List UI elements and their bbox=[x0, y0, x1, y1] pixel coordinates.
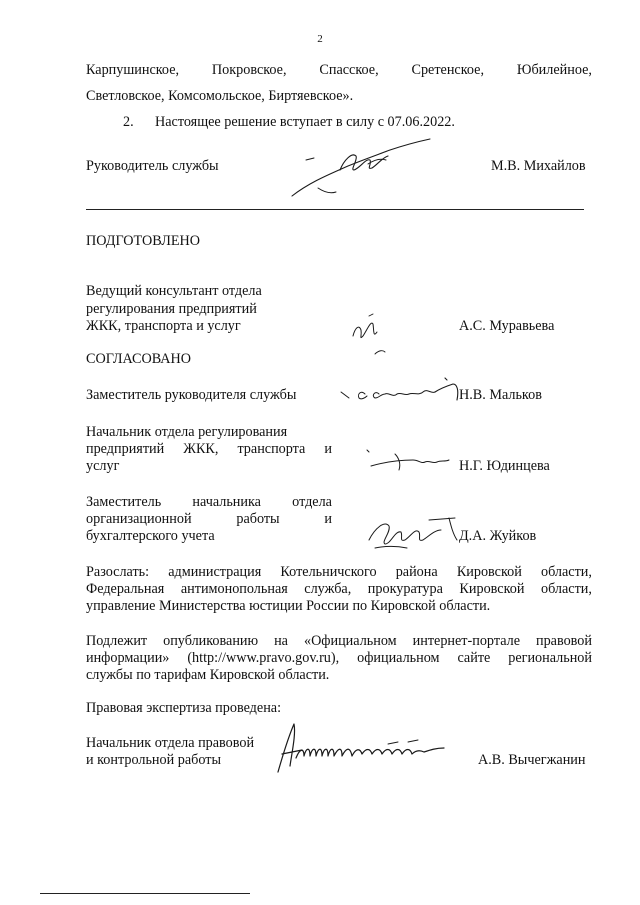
publication-line: службы по тарифам Кировской области. bbox=[86, 667, 330, 683]
distribution-line-justified bbox=[86, 580, 592, 598]
distribution-line-justified bbox=[86, 563, 592, 581]
expertise-text: Правовая экспертиза проведена: bbox=[86, 700, 282, 716]
agreed-signature-mark-2 bbox=[365, 444, 455, 478]
word: прокуратура bbox=[367, 581, 443, 597]
head-position: Руководитель службы bbox=[86, 158, 219, 174]
distribution-line: управление Министерства юстиции России по Кировской области. bbox=[86, 598, 491, 614]
word: ЖКК, bbox=[183, 441, 219, 457]
legal-signature-mark bbox=[268, 718, 458, 778]
agreed-position-line-justified bbox=[86, 510, 332, 528]
word: правовой bbox=[535, 633, 592, 649]
agreed-signature-mark-1 bbox=[335, 370, 465, 410]
word: сайте bbox=[457, 650, 491, 666]
prepared-heading: ПОДГОТОВЛЕНО bbox=[86, 233, 200, 249]
agreed-heading: СОГЛАСОВАНО bbox=[86, 351, 192, 367]
settlement-name: Сретенское, bbox=[411, 62, 485, 78]
list-continuation-line-2: Светловское, Комсомольское, Биртяевское». bbox=[86, 88, 354, 104]
head-name: М.В. Михайлов bbox=[491, 158, 586, 174]
word: области, bbox=[540, 564, 592, 580]
legal-name: А.В. Вычегжанин bbox=[478, 752, 586, 768]
word: антимонопольная bbox=[180, 581, 288, 597]
word: предприятий bbox=[86, 441, 165, 457]
agreed-signature-mark-3 bbox=[345, 508, 475, 554]
word: Подлежит bbox=[86, 633, 148, 649]
word: области, bbox=[540, 581, 592, 597]
word: служба, bbox=[304, 581, 352, 597]
settlement-name: Юбилейное, bbox=[516, 62, 592, 78]
page-number: 2 bbox=[317, 33, 323, 45]
word: и bbox=[324, 441, 332, 457]
agreed-position-line-justified bbox=[86, 440, 332, 458]
agreed-position-line: услуг bbox=[86, 458, 120, 474]
word: района bbox=[395, 564, 438, 580]
prepared-signature-mark bbox=[345, 306, 405, 366]
settlement-name: Покровское, bbox=[211, 62, 287, 78]
word: официальном bbox=[357, 650, 440, 666]
word: Котельничского bbox=[280, 564, 377, 580]
prepared-position-line: ЖКК, транспорта и услуг bbox=[86, 318, 241, 334]
settlement-name: Спасское, bbox=[319, 62, 379, 78]
section-divider bbox=[86, 209, 584, 210]
prepared-name: А.С. Муравьева bbox=[459, 318, 555, 334]
word: и bbox=[324, 511, 332, 527]
word: интернет-портале bbox=[412, 633, 520, 649]
word: «Официальном bbox=[303, 633, 397, 649]
word: администрация bbox=[168, 564, 262, 580]
agreed-signer-name: Н.В. Мальков bbox=[459, 387, 542, 403]
word: на bbox=[274, 633, 288, 649]
list-continuation-line-1 bbox=[86, 61, 592, 79]
word: организационной bbox=[86, 511, 192, 527]
word: Кировской bbox=[459, 581, 525, 597]
word: (http://www.pravo.gov.ru), bbox=[187, 650, 340, 666]
footer-rule bbox=[40, 893, 250, 894]
head-signature-mark bbox=[270, 130, 450, 210]
publication-line-justified bbox=[86, 632, 592, 650]
publication-line-justified bbox=[86, 649, 592, 667]
prepared-position-line: регулирования предприятий bbox=[86, 301, 257, 317]
prepared-position-line: Ведущий консультант отдела bbox=[86, 283, 262, 299]
item-2-text: Настоящее решение вступает в силу с 07.06.2022. bbox=[155, 114, 455, 130]
item-2-number: 2. bbox=[123, 114, 134, 130]
agreed-position-line: Начальник отдела регулирования bbox=[86, 424, 288, 440]
word: транспорта bbox=[237, 441, 306, 457]
word: Кировской bbox=[456, 564, 522, 580]
agreed-signer-name: Н.Г. Юдинцева bbox=[459, 458, 550, 474]
agreed-position-line: бухгалтерского учета bbox=[86, 528, 215, 544]
word: работы bbox=[236, 511, 280, 527]
word: региональной bbox=[508, 650, 592, 666]
word: Заместитель bbox=[86, 494, 162, 510]
word: информации» bbox=[86, 650, 170, 666]
word: Федеральная bbox=[86, 581, 165, 597]
word: отдела bbox=[292, 494, 332, 510]
word: Разослать: bbox=[86, 564, 150, 580]
settlement-name: Карпушинское, bbox=[86, 62, 180, 78]
word: опубликованию bbox=[163, 633, 259, 649]
agreed-position-line-justified bbox=[86, 493, 332, 511]
legal-position-line: и контрольной работы bbox=[86, 752, 221, 768]
word: начальника bbox=[192, 494, 261, 510]
agreed-signer-name: Д.А. Жуйков bbox=[459, 528, 537, 544]
agreed-position-line: Заместитель руководителя службы bbox=[86, 387, 297, 403]
legal-position-line: Начальник отдела правовой bbox=[86, 735, 255, 751]
